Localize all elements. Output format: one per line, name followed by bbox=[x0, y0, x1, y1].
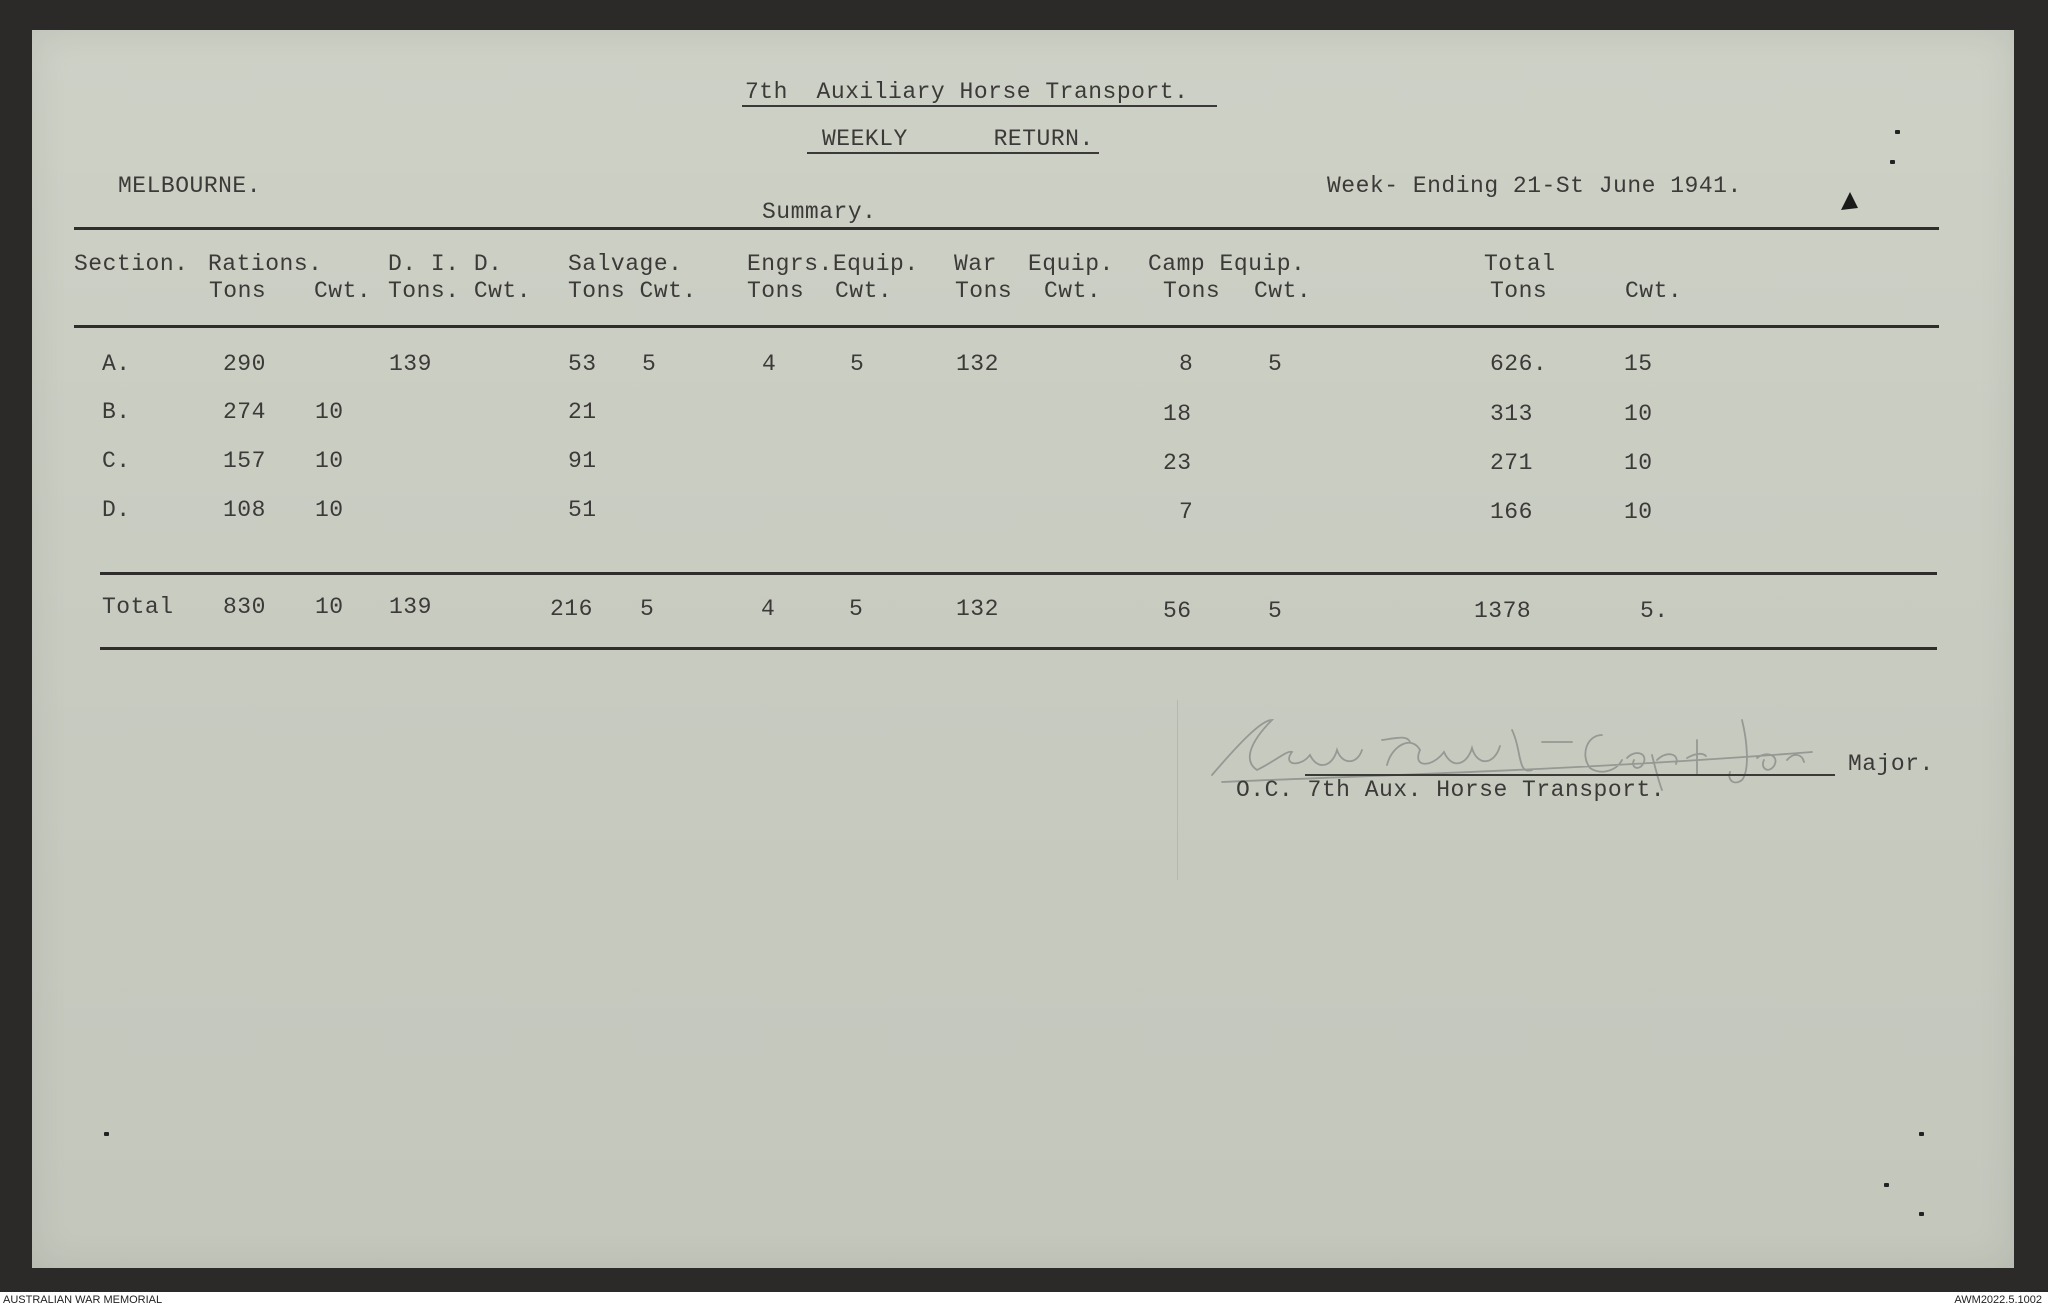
cell-section: C. bbox=[102, 448, 131, 474]
total-top-rule bbox=[100, 572, 1937, 575]
cell-total-cwt: 10 bbox=[1624, 499, 1653, 525]
total-label: Total bbox=[102, 594, 174, 620]
subtitle-underline bbox=[807, 152, 1099, 154]
cell-engrs-cwt: 5 bbox=[850, 351, 865, 377]
signature-line bbox=[1305, 774, 1835, 776]
header-salvage: Salvage. bbox=[568, 251, 683, 277]
cell-salvage-tons: 53 bbox=[568, 351, 597, 377]
cell-salvage-tons: 51 bbox=[568, 497, 597, 523]
cell-section: B. bbox=[102, 399, 131, 425]
header-war-tons: Tons bbox=[955, 278, 1013, 304]
cell-rations-cwt: 10 bbox=[315, 448, 344, 474]
total-engrs-cwt: 5 bbox=[849, 596, 864, 622]
cell-total-tons: 626. bbox=[1490, 351, 1548, 377]
cell-camp-tons: 7 bbox=[1179, 499, 1194, 525]
header-salvage-tons-cwt: Tons Cwt. bbox=[568, 278, 697, 304]
punch-mark bbox=[104, 1132, 109, 1136]
total-war-tons: 132 bbox=[956, 596, 999, 622]
total-total-cwt: 5. bbox=[1640, 598, 1669, 624]
header-war: War bbox=[954, 251, 997, 277]
total-total-tons: 1378 bbox=[1474, 598, 1532, 624]
cell-war-tons: 132 bbox=[956, 351, 999, 377]
header-rations-tons: Tons bbox=[209, 278, 267, 304]
signature-rank: Major. bbox=[1848, 751, 1934, 777]
cell-camp-tons: 18 bbox=[1163, 401, 1192, 427]
header-war-equip: Equip. bbox=[1028, 251, 1114, 277]
total-salvage-tons: 216 bbox=[550, 596, 593, 622]
cell-rations-cwt: 10 bbox=[315, 399, 344, 425]
cell-salvage-tons: 91 bbox=[568, 448, 597, 474]
total-rations-tons: 830 bbox=[223, 594, 266, 620]
title-underline bbox=[742, 105, 1217, 107]
cell-total-cwt: 15 bbox=[1624, 351, 1653, 377]
cell-total-cwt: 10 bbox=[1624, 450, 1653, 476]
cell-rations-tons: 108 bbox=[223, 497, 266, 523]
cell-total-cwt: 10 bbox=[1624, 401, 1653, 427]
total-bottom-rule bbox=[100, 647, 1937, 650]
cell-camp-tons: 8 bbox=[1179, 351, 1194, 377]
punch-mark bbox=[1919, 1212, 1924, 1216]
cell-rations-tons: 274 bbox=[223, 399, 266, 425]
total-did-tons: 139 bbox=[389, 594, 432, 620]
cell-engrs-tons: 4 bbox=[762, 351, 777, 377]
header-did-tons-cwt: Tons. Cwt. bbox=[388, 278, 532, 304]
document-title: 7th Auxiliary Horse Transport. bbox=[745, 79, 1189, 105]
header-section: Section. bbox=[74, 251, 189, 277]
cell-camp-cwt: 5 bbox=[1268, 351, 1283, 377]
header-camp-tons: Tons bbox=[1163, 278, 1221, 304]
punch-mark bbox=[1884, 1183, 1889, 1187]
total-camp-tons: 56 bbox=[1163, 598, 1192, 624]
cell-section: D. bbox=[102, 497, 131, 523]
cell-total-tons: 271 bbox=[1490, 450, 1533, 476]
header-engrs-cwt: Cwt. bbox=[835, 278, 893, 304]
paper-fold-line bbox=[1177, 700, 1178, 880]
place-label: MELBOURNE. bbox=[118, 173, 262, 199]
header-camp-equip: Camp Equip. bbox=[1148, 251, 1306, 277]
cell-rations-tons: 157 bbox=[223, 448, 266, 474]
total-engrs-tons: 4 bbox=[761, 596, 776, 622]
cell-camp-tons: 23 bbox=[1163, 450, 1192, 476]
header-rations: Rations. bbox=[208, 251, 323, 277]
punch-mark bbox=[1919, 1132, 1924, 1136]
cell-salvage-cwt: 5 bbox=[642, 351, 657, 377]
total-rations-cwt: 10 bbox=[315, 594, 344, 620]
header-engrs-equip: Engrs.Equip. bbox=[747, 251, 919, 277]
cell-salvage-tons: 21 bbox=[568, 399, 597, 425]
cell-did-tons: 139 bbox=[389, 351, 432, 377]
header-top-rule bbox=[74, 227, 1939, 230]
document-subtitle: WEEKLY RETURN. bbox=[822, 126, 1094, 152]
total-salvage-cwt: 5 bbox=[640, 596, 655, 622]
document-sheet bbox=[32, 30, 2014, 1268]
week-ending-label: Week- Ending 21-St June 1941. bbox=[1327, 173, 1742, 199]
punch-mark bbox=[1890, 160, 1895, 164]
header-bottom-rule bbox=[74, 325, 1939, 328]
total-camp-cwt: 5 bbox=[1268, 598, 1283, 624]
cell-total-tons: 166 bbox=[1490, 499, 1533, 525]
header-engrs-tons: Tons bbox=[747, 278, 805, 304]
cell-rations-tons: 290 bbox=[223, 351, 266, 377]
header-war-cwt: Cwt. bbox=[1044, 278, 1102, 304]
header-rations-cwt: Cwt. bbox=[314, 278, 372, 304]
header-total: Total bbox=[1484, 251, 1556, 277]
cell-rations-cwt: 10 bbox=[315, 497, 344, 523]
archive-name: AUSTRALIAN WAR MEMORIAL bbox=[3, 1294, 163, 1306]
signature-title: O.C. 7th Aux. Horse Transport. bbox=[1236, 777, 1666, 803]
header-camp-cwt: Cwt. bbox=[1254, 278, 1312, 304]
header-did: D. I. D. bbox=[388, 251, 503, 277]
archive-reference: AWM2022.5.1002 bbox=[1954, 1294, 2042, 1306]
punch-mark bbox=[1895, 130, 1900, 134]
header-total-cwt: Cwt. bbox=[1625, 278, 1683, 304]
archive-footer bbox=[0, 1292, 2048, 1310]
cell-total-tons: 313 bbox=[1490, 401, 1533, 427]
cell-section: A. bbox=[102, 351, 131, 377]
ink-blot-icon bbox=[1838, 190, 1862, 212]
header-total-tons: Tons bbox=[1490, 278, 1548, 304]
summary-label: Summary. bbox=[762, 199, 877, 225]
